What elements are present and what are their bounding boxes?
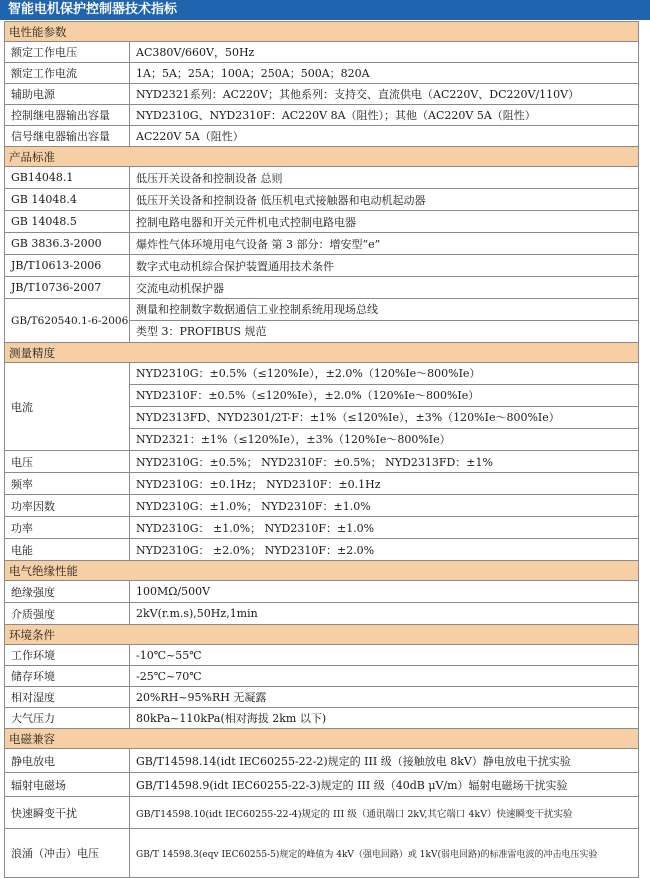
section-title: 产品标准 — [5, 147, 639, 167]
row-value: 100MΩ/500V — [130, 581, 639, 603]
section-header-environment — [5, 625, 639, 645]
row-label: GB 3836.3-2000 — [5, 233, 130, 255]
table-row — [5, 277, 639, 299]
table-row — [5, 797, 639, 829]
row-value: AC380V/660V，50Hz — [130, 42, 639, 63]
row-label: GB 14048.4 — [5, 189, 130, 211]
table-row — [5, 84, 639, 105]
row-value: NYD2310G、NYD2310F：AC220V 8A（阻性）；其他（AC220V 5A（阻性） — [130, 105, 639, 126]
value-line: NYD2313FD、NYD2301/2T-F：±1%（≤120%Ie），±3%（120%Ie～800%Ie） — [130, 406, 638, 428]
row-label: 辅助电源 — [5, 84, 130, 105]
section-header-performance — [5, 22, 639, 42]
row-value: NYD2321系列：AC220V；其他系列：支持交、直流供电（AC220V、DC220V/110V） — [130, 84, 639, 105]
row-value: 爆炸性气体环境用电气设备 第 3 部分：增安型“e” — [130, 233, 639, 255]
row-value: NYD2310G：±0.1Hz； NYD2310F：±0.1Hz — [130, 473, 639, 495]
section-title: 电性能参数 — [5, 22, 639, 42]
row-label: GB14048.1 — [5, 167, 130, 189]
row-label: 绝缘强度 — [5, 581, 130, 603]
table-row — [5, 829, 639, 878]
row-label: GB/T620540.1-6-2006 — [5, 299, 130, 343]
section-header-emc — [5, 729, 639, 749]
table-row — [5, 517, 639, 539]
table-row — [5, 473, 639, 495]
table-row — [5, 495, 639, 517]
row-value: 2kV(r.m.s),50Hz,1min — [130, 603, 639, 625]
row-label: 大气压力 — [5, 708, 130, 729]
table-row — [5, 749, 639, 773]
row-label: 相对湿度 — [5, 687, 130, 708]
table-row — [5, 255, 639, 277]
table-row — [5, 581, 639, 603]
row-label: 电能 — [5, 539, 130, 561]
row-label: 信号继电器输出容量 — [5, 126, 130, 147]
row-label: 额定工作电压 — [5, 42, 130, 63]
row-label: 电流 — [5, 363, 130, 451]
table-row — [5, 539, 639, 561]
row-label: 工作环境 — [5, 645, 130, 666]
row-label: GB 14048.5 — [5, 211, 130, 233]
table-row — [5, 167, 639, 189]
row-value: NYD2310G：±1.0%； NYD2310F：±1.0% — [130, 495, 639, 517]
row-label: 功率因数 — [5, 495, 130, 517]
table-row — [5, 126, 639, 147]
row-value: -25℃~70℃ — [130, 666, 639, 687]
row-value: NYD2310G： ±1.0%； NYD2310F：±1.0% — [130, 517, 639, 539]
row-value: 1A；5A；25A；100A；250A；500A；820A — [130, 63, 639, 84]
row-value: 数字式电动机综合保护装置通用技术条件 — [130, 255, 639, 277]
row-label: 介质强度 — [5, 603, 130, 625]
row-value: 控制电路电器和开关元件机电式控制电路电器 — [130, 211, 639, 233]
row-value: 低压开关设备和控制设备 低压机电式接触器和电动机起动器 — [130, 189, 639, 211]
section-title: 测量精度 — [5, 343, 639, 363]
table-row — [5, 63, 639, 84]
page-title: 智能电机保护控制器技术指标 — [0, 0, 650, 20]
section-header-standards — [5, 147, 639, 167]
table-row — [5, 42, 639, 63]
row-value: -10℃~55℃ — [130, 645, 639, 666]
row-label: 额定工作电流 — [5, 63, 130, 84]
row-value: 交流电动机保护器 — [130, 277, 639, 299]
spec-table — [4, 21, 639, 878]
row-value: GB/T14598.14(idt IEC60255-22-2)规定的 III 级（接触放电 8kV）静电放电干扰实验 — [130, 749, 639, 773]
table-row — [5, 363, 639, 451]
row-label: JB/T10736-2007 — [5, 277, 130, 299]
table-row — [5, 708, 639, 729]
row-label: 辐射电磁场 — [5, 773, 130, 797]
table-row — [5, 687, 639, 708]
row-label: 静电放电 — [5, 749, 130, 773]
table-row — [5, 603, 639, 625]
row-label: 电压 — [5, 451, 130, 473]
value-line: NYD2310G：±0.5%（≤120%Ie），±2.0%（120%Ie～800%Ie） — [136, 367, 481, 380]
section-header-insulation — [5, 561, 639, 581]
row-value: 80kPa~110kPa(相对海拔 2km 以下) — [130, 708, 639, 729]
row-value: GB/T14598.9(idt IEC60255-22-3)规定的 III 级（40dB μV/m）辐射电磁场干扰实验 — [130, 773, 639, 797]
row-label: 功率 — [5, 517, 130, 539]
section-title: 电气绝缘性能 — [5, 561, 639, 581]
row-value: 低压开关设备和控制设备 总则 — [130, 167, 639, 189]
table-row — [5, 666, 639, 687]
row-label: JB/T10613-2006 — [5, 255, 130, 277]
table-row — [5, 299, 639, 343]
section-title: 电磁兼容 — [5, 729, 639, 749]
row-value — [130, 363, 639, 451]
row-value: NYD2310G：±0.5%； NYD2310F：±0.5%； NYD2313FD：±1% — [130, 451, 639, 473]
row-value: AC220V 5A（阻性） — [130, 126, 639, 147]
row-value: GB/T 14598.3(eqv IEC60255-5)规定的峰值为 4kV（强电回路）或 1kV(弱电回路)的标准雷电波的冲击电压实验 — [130, 829, 639, 878]
value-line: 类型 3：PROFIBUS 规范 — [130, 320, 638, 342]
row-label: 快速瞬变干扰 — [5, 797, 130, 829]
row-label: 浪涌（冲击）电压 — [5, 829, 130, 878]
row-value: 20%RH~95%RH 无凝露 — [130, 687, 639, 708]
table-row — [5, 233, 639, 255]
row-label: 储存环境 — [5, 666, 130, 687]
table-row — [5, 645, 639, 666]
table-row — [5, 773, 639, 797]
section-header-measurement — [5, 343, 639, 363]
table-row — [5, 211, 639, 233]
section-title: 环境条件 — [5, 625, 639, 645]
row-value: GB/T14598.10(idt IEC60255-22-4)规定的 III 级（通讯端口 2kV,其它端口 4kV）快速瞬变干扰实验 — [130, 797, 639, 829]
row-value — [130, 299, 639, 343]
row-value: NYD2310G： ±2.0%； NYD2310F：±2.0% — [130, 539, 639, 561]
value-line: 测量和控制数字数据通信工业控制系统用现场总线 — [136, 303, 378, 316]
value-line: NYD2310F：±0.5%（≤120%Ie），±2.0%（120%Ie～800%Ie） — [130, 384, 638, 406]
table-row — [5, 451, 639, 473]
table-row — [5, 105, 639, 126]
table-row — [5, 189, 639, 211]
value-line: NYD2321：±1%（≤120%Ie），±3%（120%Ie～800%Ie） — [130, 428, 638, 450]
row-label: 控制继电器输出容量 — [5, 105, 130, 126]
row-label: 频率 — [5, 473, 130, 495]
